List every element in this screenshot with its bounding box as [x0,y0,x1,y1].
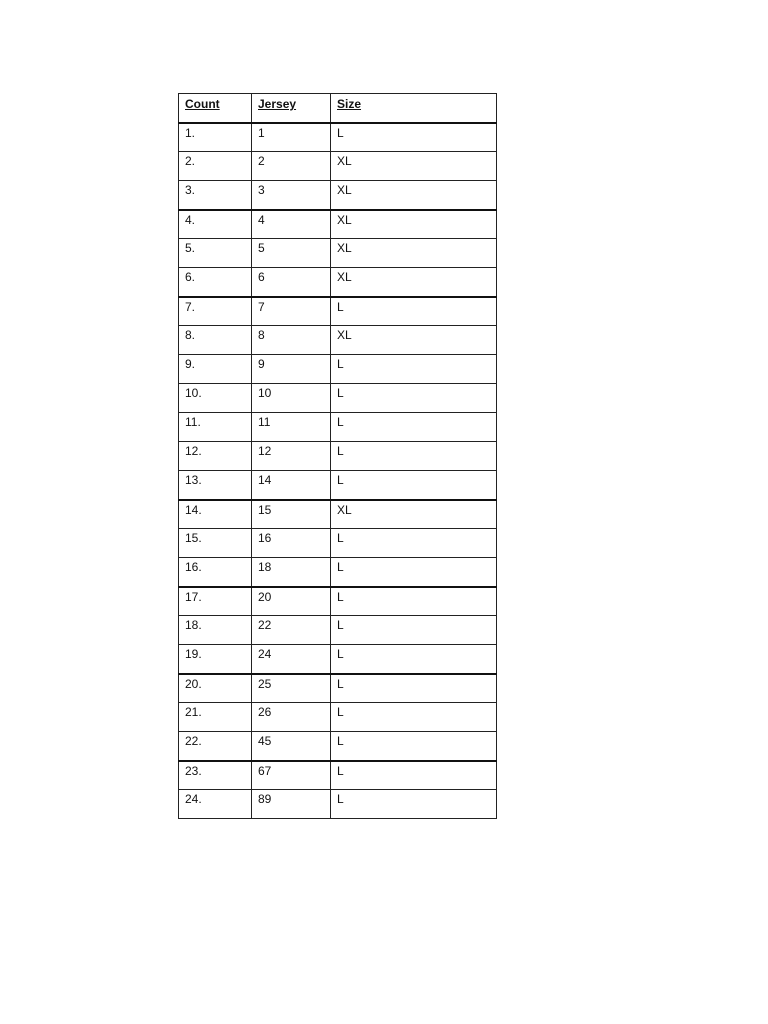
cell-count: 8. [179,326,252,355]
cell-jersey: 67 [252,761,331,790]
cell-count: 13. [179,471,252,500]
cell-count: 16. [179,558,252,587]
cell-size: L [331,558,497,587]
table-header-row [179,94,497,123]
cell-jersey: 24 [252,645,331,674]
cell-size: XL [331,268,497,297]
cell-jersey: 89 [252,790,331,819]
cell-size: L [331,413,497,442]
table-row [179,500,497,529]
cell-jersey: 11 [252,413,331,442]
table-row [179,268,497,297]
cell-jersey: 6 [252,268,331,297]
table-row [179,123,497,152]
cell-count: 11. [179,413,252,442]
cell-size: L [331,645,497,674]
cell-count: 7. [179,297,252,326]
cell-count: 19. [179,645,252,674]
table-row [179,181,497,210]
cell-jersey: 12 [252,442,331,471]
cell-count: 6. [179,268,252,297]
table-row [179,761,497,790]
cell-count: 10. [179,384,252,413]
header-count: Count [179,94,252,123]
cell-count: 12. [179,442,252,471]
cell-count: 20. [179,674,252,703]
cell-count: 2. [179,152,252,181]
cell-count: 17. [179,587,252,616]
table-row [179,297,497,326]
cell-count: 3. [179,181,252,210]
header-size: Size [331,94,497,123]
table-row [179,703,497,732]
cell-size: L [331,790,497,819]
table-row [179,616,497,645]
cell-size: L [331,355,497,384]
cell-jersey: 26 [252,703,331,732]
cell-jersey: 7 [252,297,331,326]
cell-size: L [331,123,497,152]
cell-size: XL [331,210,497,239]
cell-jersey: 5 [252,239,331,268]
jersey-size-table [178,93,497,819]
table-row [179,587,497,616]
cell-count: 15. [179,529,252,558]
table-row [179,790,497,819]
cell-jersey: 3 [252,181,331,210]
cell-size: XL [331,500,497,529]
cell-jersey: 15 [252,500,331,529]
cell-jersey: 14 [252,471,331,500]
cell-count: 21. [179,703,252,732]
cell-jersey: 45 [252,732,331,761]
table-row [179,442,497,471]
cell-size: L [331,384,497,413]
cell-count: 24. [179,790,252,819]
table-row [179,471,497,500]
table-row [179,152,497,181]
cell-jersey: 25 [252,674,331,703]
cell-size: L [331,703,497,732]
table-row [179,239,497,268]
table-body [179,123,497,819]
cell-size: XL [331,181,497,210]
cell-size: XL [331,326,497,355]
cell-count: 5. [179,239,252,268]
table-row [179,355,497,384]
cell-count: 18. [179,616,252,645]
table-row [179,384,497,413]
cell-jersey: 18 [252,558,331,587]
cell-jersey: 9 [252,355,331,384]
table-row [179,645,497,674]
cell-size: L [331,616,497,645]
cell-jersey: 22 [252,616,331,645]
cell-size: XL [331,239,497,268]
table-row [179,413,497,442]
cell-count: 14. [179,500,252,529]
table-row [179,529,497,558]
cell-jersey: 20 [252,587,331,616]
cell-size: L [331,732,497,761]
cell-size: L [331,587,497,616]
cell-jersey: 1 [252,123,331,152]
table-row [179,674,497,703]
cell-size: L [331,471,497,500]
table-row [179,732,497,761]
table-row [179,558,497,587]
cell-count: 4. [179,210,252,239]
cell-size: L [331,529,497,558]
header-jersey: Jersey [252,94,331,123]
cell-jersey: 2 [252,152,331,181]
cell-size: L [331,442,497,471]
table-row [179,210,497,239]
cell-size: XL [331,152,497,181]
cell-jersey: 4 [252,210,331,239]
cell-size: L [331,297,497,326]
cell-count: 23. [179,761,252,790]
cell-jersey: 10 [252,384,331,413]
cell-size: L [331,761,497,790]
table-row [179,326,497,355]
cell-jersey: 8 [252,326,331,355]
cell-count: 9. [179,355,252,384]
cell-size: L [331,674,497,703]
cell-count: 1. [179,123,252,152]
cell-count: 22. [179,732,252,761]
cell-jersey: 16 [252,529,331,558]
